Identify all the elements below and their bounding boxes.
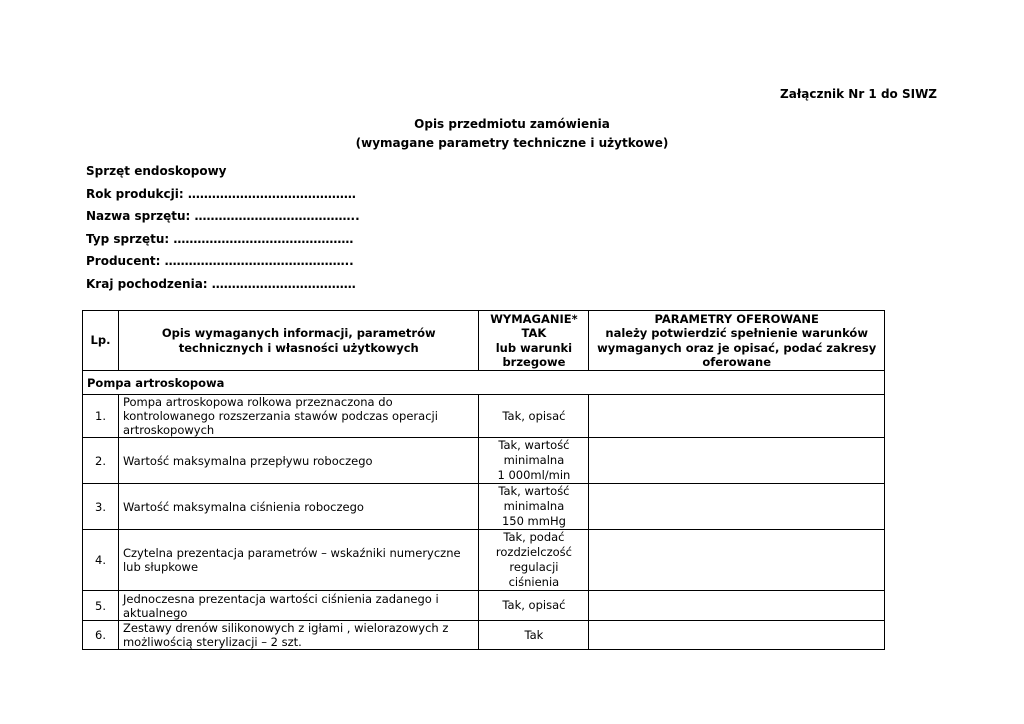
requirements-table <box>82 310 885 650</box>
row-requirement <box>479 621 589 650</box>
annex-label: Załącznik Nr 1 do SIWZ <box>780 87 937 101</box>
requirement-line: Tak, opisać <box>502 598 566 612</box>
row-requirement <box>479 395 589 438</box>
table-row <box>83 395 885 438</box>
header-requirement-line: brzegowe <box>502 355 566 369</box>
row-requirement <box>479 438 589 484</box>
title-line-2: (wymagane parametry techniczne i użytkowe) <box>355 136 669 150</box>
row-description: Pompa artroskopowa rolkowa przeznaczona do kontrolowanego rozszerzania stawów podczas operacji artroskopowych <box>118 395 478 438</box>
equipment-category: Sprzęt endoskopowy <box>86 164 227 178</box>
table-row <box>83 530 885 591</box>
requirement-line: Tak <box>524 627 544 642</box>
row-number: 5. <box>83 591 119 621</box>
requirement-line: Tak, wartość <box>498 438 570 452</box>
header-requirement <box>479 311 589 371</box>
offer-cell[interactable] <box>589 484 885 530</box>
header-requirement-line: TAK <box>521 326 547 340</box>
producer-field: Producent: ……………………………………….. <box>86 254 354 268</box>
header-offer-line: oferowane <box>702 355 772 369</box>
table-row <box>83 484 885 530</box>
header-offer-line: PARAMETRY OFEROWANE <box>654 311 819 326</box>
document-title <box>0 115 1024 153</box>
row-number: 4. <box>83 530 119 591</box>
production-year-field: Rok produkcji: …………………………………… <box>86 186 356 201</box>
country-of-origin-field: Kraj pochodzenia: ……………………………… <box>86 276 356 291</box>
offer-cell[interactable] <box>589 395 885 438</box>
header-requirement-line: lub warunki <box>495 340 573 355</box>
equipment-metadata <box>86 164 360 299</box>
row-description: Jednoczesna prezentacja wartości ciśnienia zadanego i aktualnego <box>118 591 478 621</box>
table-header-row <box>83 311 885 371</box>
requirement-line: minimalna <box>503 453 565 467</box>
title-line-1: Opis przedmiotu zamówienia <box>414 117 610 131</box>
requirement-line: Tak, wartość <box>498 484 570 498</box>
offer-cell[interactable] <box>589 438 885 484</box>
header-requirement-line: WYMAGANIE* <box>490 311 578 326</box>
row-number: 3. <box>83 484 119 530</box>
section-row <box>83 371 885 395</box>
equipment-name-field: Nazwa sprzętu: ………………………………….. <box>86 209 360 223</box>
row-description: Czytelna prezentacja parametrów – wskaźniki numeryczne lub słupkowe <box>118 530 478 591</box>
requirement-line: rozdzielczość <box>495 545 572 559</box>
header-offered-parameters <box>589 311 885 371</box>
row-requirement <box>479 591 589 621</box>
row-description: Wartość maksymalna przepływu roboczego <box>118 438 478 484</box>
offer-cell[interactable] <box>589 621 885 650</box>
requirement-line: Tak, podać <box>503 530 565 544</box>
row-number: 2. <box>83 438 119 484</box>
requirement-line: 150 mmHg <box>501 514 566 528</box>
row-description: Wartość maksymalna ciśnienia roboczego <box>118 484 478 530</box>
equipment-type-field: Typ sprzętu: ……………………………………… <box>86 231 354 246</box>
requirement-line: 1 000ml/min <box>497 468 571 482</box>
header-lp: Lp. <box>83 311 119 371</box>
offer-cell[interactable] <box>589 530 885 591</box>
section-title: Pompa artroskopowa <box>83 371 885 395</box>
header-offer-line: wymaganych oraz je opisać, podać zakresy <box>597 340 877 355</box>
row-requirement <box>479 530 589 591</box>
row-requirement <box>479 484 589 530</box>
header-description: Opis wymaganych informacji, parametrów technicznych i własności użytkowych <box>118 311 478 371</box>
header-offer-line: należy potwierdzić spełnienie warunków <box>605 326 868 340</box>
row-number: 6. <box>83 621 119 650</box>
row-number: 1. <box>83 395 119 438</box>
requirement-line: minimalna <box>503 499 565 513</box>
offer-cell[interactable] <box>589 591 885 621</box>
table-row <box>83 621 885 650</box>
requirement-line: Tak, opisać <box>502 408 566 423</box>
table-row <box>83 438 885 484</box>
table-row <box>83 591 885 621</box>
requirement-line: regulacji ciśnienia <box>508 560 560 589</box>
row-description: Zestawy drenów silikonowych z igłami , wielorazowych z możliwością sterylizacji – 2 szt. <box>118 621 478 650</box>
